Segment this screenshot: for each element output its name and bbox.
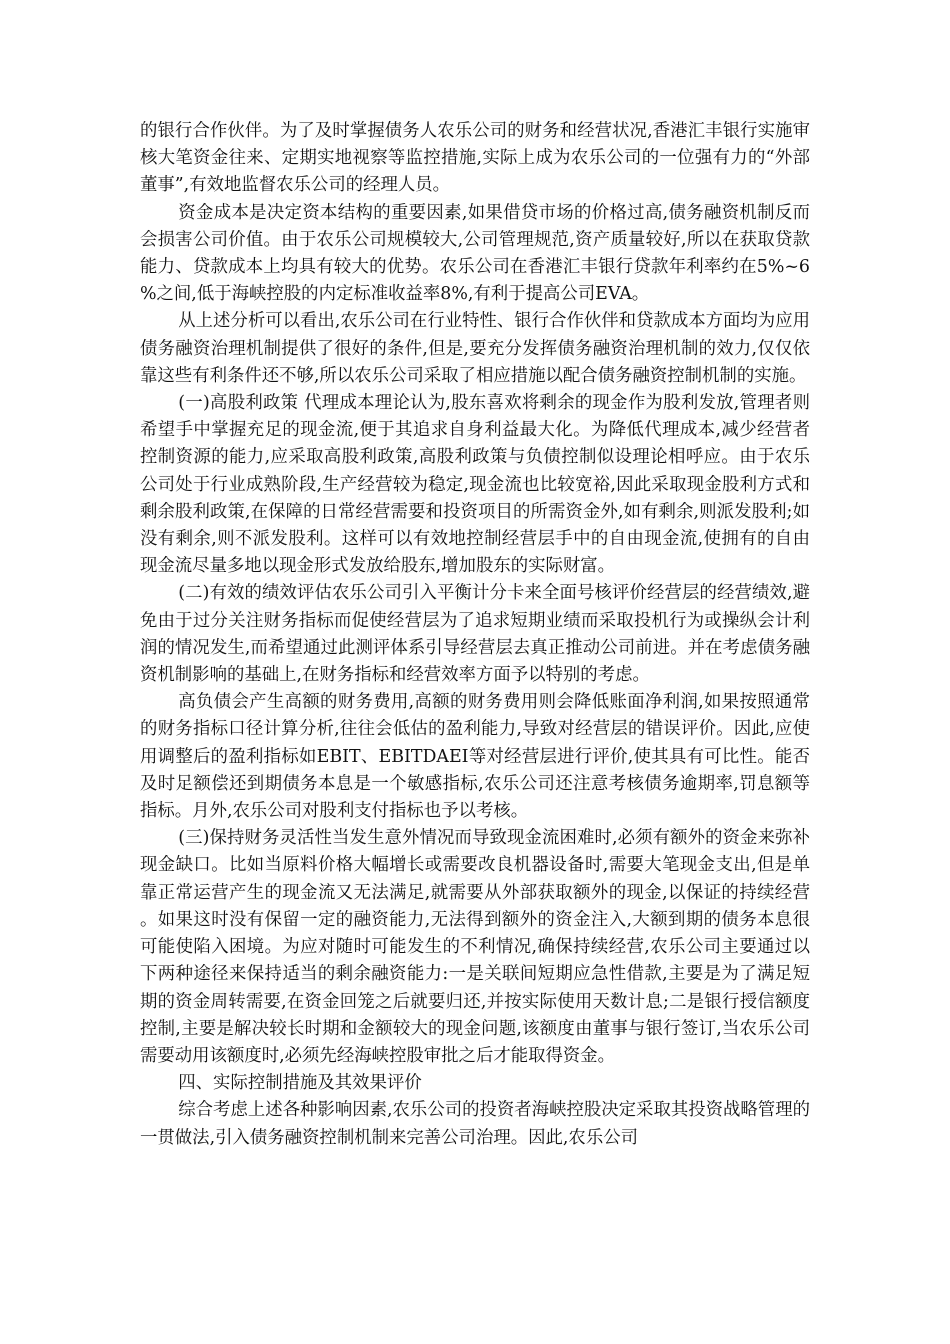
paragraph-high-dividend-policy: (一)高股利政策 代理成本理论认为,股东喜欢将剩余的现金作为股利发放,管理者则希望手中掌握充足的现金流,便于其追求自身利益最大化。为降低代理成本,减少经营者控制资源的能力,应采取高股利政策,高股利政策与负债控制似设理论相呼应。由于农乐公司处于行业成熟阶段,生产经营较为稳定,现金流也比较宽裕,因此采取现金股利方式和剩余股利政策,在保障的日常经营需要和投资项目的所需资金外,如有剩余,则派发股利;如没有剩余,则不派发股利。这样可以有效地控制经营层手中的自由现金流,使拥有的自由现金流尽量多地以现金形式发放给股东,增加股东的实际财富。 — [140, 393, 810, 577]
section-heading: 四、实际控制措施及其效果评价 — [178, 1073, 422, 1094]
paragraph-continuation: 的银行合作伙伴。为了及时掌握债务人农乐公司的财务和经营状况,香港汇丰银行实施审核大笔资金往来、定期实地视察等监控措施,实际上成为农乐公司的一位强有力的“外部董事”,有效地监督农乐公司的经理人员。 — [140, 121, 810, 196]
paragraph-conclusion: 综合考虑上述各种影响因素,农乐公司的投资者海峡控股决定采取其投资战略管理的一贯做法,引入债务融资控制机制来完善公司治理。因此,农乐公司 — [140, 1100, 810, 1148]
paragraph-performance-evaluation: (二)有效的绩效评估农乐公司引入平衡计分卡来全面号核评价经营层的经营绩效,避免由于过分关注财务指标而促使经营层为了追求短期业绩而采取投机行为或操纵会计利润的情况发生,而希望通过此测评体系引导经营层去真正推动公司前进。并在考虑债务融资机制影响的基础上,在财务指标和经营效率方面予以特别的考虑。 — [140, 583, 810, 686]
paragraph-analysis-summary: 从上述分析可以看出,农乐公司在行业特性、银行合作伙伴和贷款成本方面均为应用债务融资治理机制提供了很好的条件,但是,要充分发挥债务融资治理机制的效力,仅仅依靠这些有利条件还不够,所以农乐公司采取了相应措施以配合债务融资控制机制的实施。 — [140, 311, 810, 386]
paragraph-financial-flexibility: (三)保持财务灵活性当发生意外情况而导致现金流困难时,必须有额外的资金来弥补现金缺口。比如当原料价格大幅增长或需要改良机器设备时,需要大笔现金支出,但是单靠正常运营产生的现金流又无法满足,就需要从外部获取额外的现金,以保证的持续经营。如果这时没有保留一定的融资能力,无法得到额外的资金注入,大额到期的债务本息很可能使陷入困境。为应对随时可能发生的不利情况,确保持续经营,农乐公司主要通过以下两种途径来保持适当的剩余融资能力:一是关联间短期应急性借款,主要是为了满足短期的资金周转需要,在资金回笼之后就要归还,并按实际使用天数计息;二是银行授信额度控制,主要是解决较长时期和金额较大的现金问题,该额度由董事与银行签订,当农乐公司需要动用该额度时,必须先经海峡控股审批之后才能取得资金。 — [140, 828, 810, 1066]
paragraph-high-debt-cost: 高负债会产生高额的财务费用,高额的财务费用则会降低账面净利润,如果按照通常的财务指标口径计算分析,往往会低估的盈利能力,导致对经营层的错误评价。因此,应使用调整后的盈利指标如EBIT、EBITDAEI等对经营层进行评价,使其具有可比性。能否及时足额偿还到期债务本息是一个敏感指标,农乐公司还注意考核债务逾期率,罚息额等指标。月外,农乐公司对股利支付指标也予以考核。 — [140, 692, 810, 822]
paragraph-capital-cost: 资金成本是决定资本结构的重要因素,如果借贷市场的价格过高,债务融资机制反而会损害公司价值。由于农乐公司规模较大,公司管理规范,资产质量较好,所以在获取贷款能力、贷款成本上均具有较大的优势。农乐公司在香港汇丰银行贷款年利率约在5%~6%之间,低于海峡控股的内定标准收益率8%,有利于提高公司EVA。 — [140, 202, 810, 305]
body-text — [140, 118, 810, 1152]
